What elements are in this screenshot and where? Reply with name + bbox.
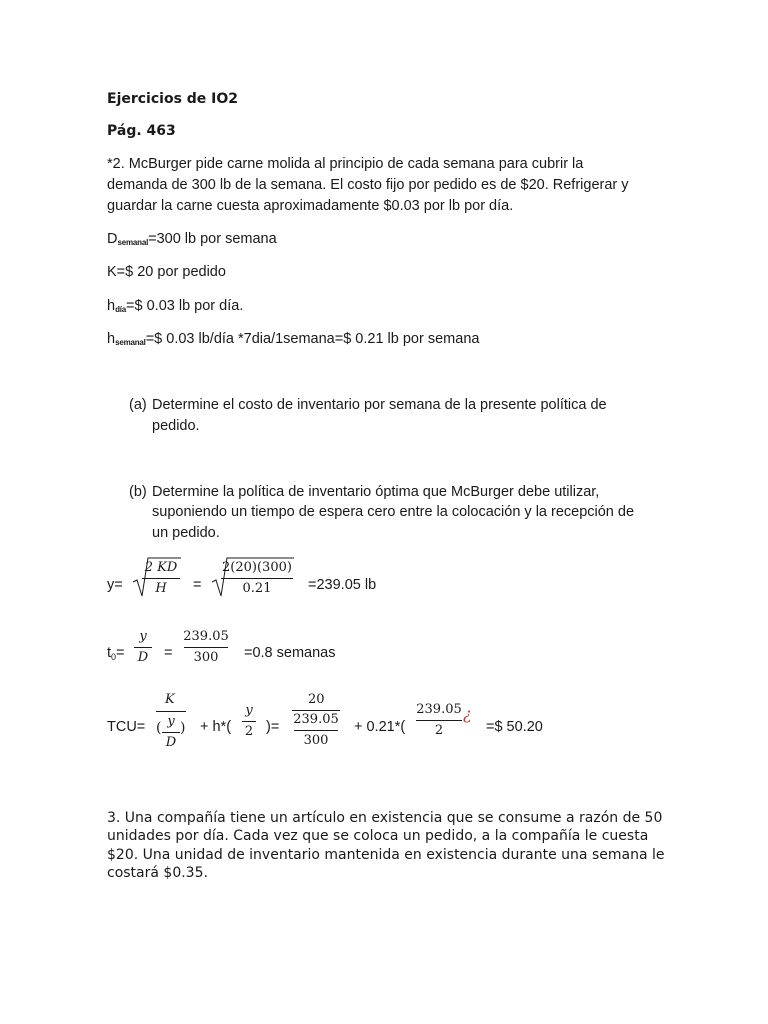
tcu-fraction-239-over-2 <box>416 702 462 738</box>
eq-t-symbol: t <box>107 645 112 661</box>
fraction-bar <box>242 721 256 722</box>
eq-t-lhs <box>107 643 125 668</box>
tcu-close-paren: ) <box>180 720 186 736</box>
fraction-numerator: 2 KD <box>144 560 178 575</box>
given-holding-day-symbol: h <box>107 298 116 314</box>
fraction-denominator: 300 <box>303 733 329 748</box>
given-demand <box>107 229 277 253</box>
problem3-line3: $20. Una unidad de inventario mantenida en existencia durante una semana le <box>107 847 665 863</box>
tcu-plus-holding: + 0.21*( <box>354 719 406 735</box>
tcu-open-paren: ( <box>156 720 162 736</box>
fraction-denominator: 300 <box>193 650 219 665</box>
tcu-close-equals: )= <box>266 719 280 735</box>
eq-t-equals: = <box>116 645 125 661</box>
part-b-line1: Determine la política de inventario óptima que McBurger debe utilizar, <box>152 484 600 500</box>
given-holding-week-subscript: semanal <box>115 338 146 347</box>
page-reference: Pág. 463 <box>107 123 176 139</box>
tcu-fraction-y-over-2 <box>242 703 256 739</box>
tcu-fraction-y-over-d <box>162 714 180 750</box>
given-demand-subscript: semanal <box>117 238 149 247</box>
part-a-line1: Determine el costo de inventario por semana de la presente política de <box>152 397 607 413</box>
fraction-bar <box>142 578 180 579</box>
fraction-bar <box>294 730 338 731</box>
fraction-denominator: 2 <box>244 724 254 739</box>
eq-y-lhs: y= <box>107 577 123 593</box>
problem3-line4: costará $0.35. <box>107 865 208 881</box>
fraction-bar <box>134 647 152 648</box>
given-holding-day <box>107 296 243 320</box>
fraction-denominator: 0.21 <box>242 581 272 596</box>
fraction-numerator: 239.05 <box>416 702 462 717</box>
fraction-denominator: D <box>165 735 177 750</box>
part-a-label: (a) <box>129 397 147 413</box>
eq-y-equals: = <box>193 577 202 593</box>
problem2-line1: *2. McBurger pide carne molida al principio de cada semana para cubrir la <box>107 156 584 172</box>
fraction-values-over-h <box>221 560 293 596</box>
part-b-line2: suponiendo un tiempo de espera cero entre la colocación y la recepción de <box>152 504 635 520</box>
eq-y-result: =239.05 lb <box>308 577 377 593</box>
problem3-line1: 3. Una compañía tiene un artículo en existencia que se consume a razón de 50 <box>107 810 663 826</box>
given-demand-value: =300 lb por semana <box>148 231 277 247</box>
problem3-line2: unidades por día. Cada vez que se coloca un pedido, a la compañía le cuesta <box>107 828 649 844</box>
given-holding-week-symbol: h <box>107 331 116 347</box>
fraction-denominator: D <box>137 650 149 665</box>
tcu-numerator-20: 20 <box>308 692 325 707</box>
eq-t-equals2: = <box>164 645 173 661</box>
tcu-fraction-239-over-300 <box>294 712 338 748</box>
fraction-y-over-d <box>134 629 152 665</box>
fraction-numerator: 239.05 <box>293 712 339 727</box>
eq-t-result: =0.8 semanas <box>244 645 336 661</box>
problem2-line3: guardar la carne cuesta aproximadamente $0.03 por lb por día. <box>107 198 514 214</box>
given-holding-day-subscript: día <box>115 305 127 314</box>
missing-paren-mark: ¿ <box>463 704 472 723</box>
fraction-numerator: y <box>167 714 175 729</box>
fraction-239-over-300 <box>184 629 228 665</box>
given-holding-week-value: =$ 0.03 lb/día *7dia/1semana=$ 0.21 lb por semana <box>145 331 480 347</box>
eq-tcu-lhs: TCU= <box>107 719 146 735</box>
fraction-bar <box>184 647 228 648</box>
fraction-2kd-over-h <box>142 560 180 596</box>
tcu-k: K <box>165 692 175 707</box>
given-order-cost: K=$ 20 por pedido <box>107 264 226 280</box>
eq-t-subscript: 0 <box>111 652 117 662</box>
fraction-numerator: y <box>139 629 147 644</box>
fraction-bar <box>221 578 293 579</box>
tcu-main-fraction-bar <box>156 711 186 712</box>
document-title: Ejercicios de IO2 <box>107 91 239 107</box>
part-b-label: (b) <box>129 484 147 500</box>
fraction-numerator: y <box>245 703 253 718</box>
fraction-denominator: H <box>155 581 167 596</box>
tcu-result: =$ 50.20 <box>486 719 543 735</box>
tcu-plus-h: + h*( <box>200 719 232 735</box>
given-holding-day-value: =$ 0.03 lb por día. <box>126 298 244 314</box>
fraction-numerator: 239.05 <box>183 629 229 644</box>
problem2-line2: demanda de 300 lb de la semana. El costo fijo por pedido es de $20. Refrigerar y <box>107 177 629 193</box>
fraction-bar <box>416 720 462 721</box>
fraction-denominator: 2 <box>434 723 444 738</box>
given-demand-symbol: D <box>107 231 118 247</box>
tcu-compound-fraction-bar <box>292 710 340 711</box>
given-holding-week <box>107 329 479 353</box>
fraction-numerator: 2(20)(300) <box>222 560 292 575</box>
fraction-bar <box>162 732 180 733</box>
part-b-line3: un pedido. <box>152 525 220 541</box>
part-a-line2: pedido. <box>152 418 200 434</box>
